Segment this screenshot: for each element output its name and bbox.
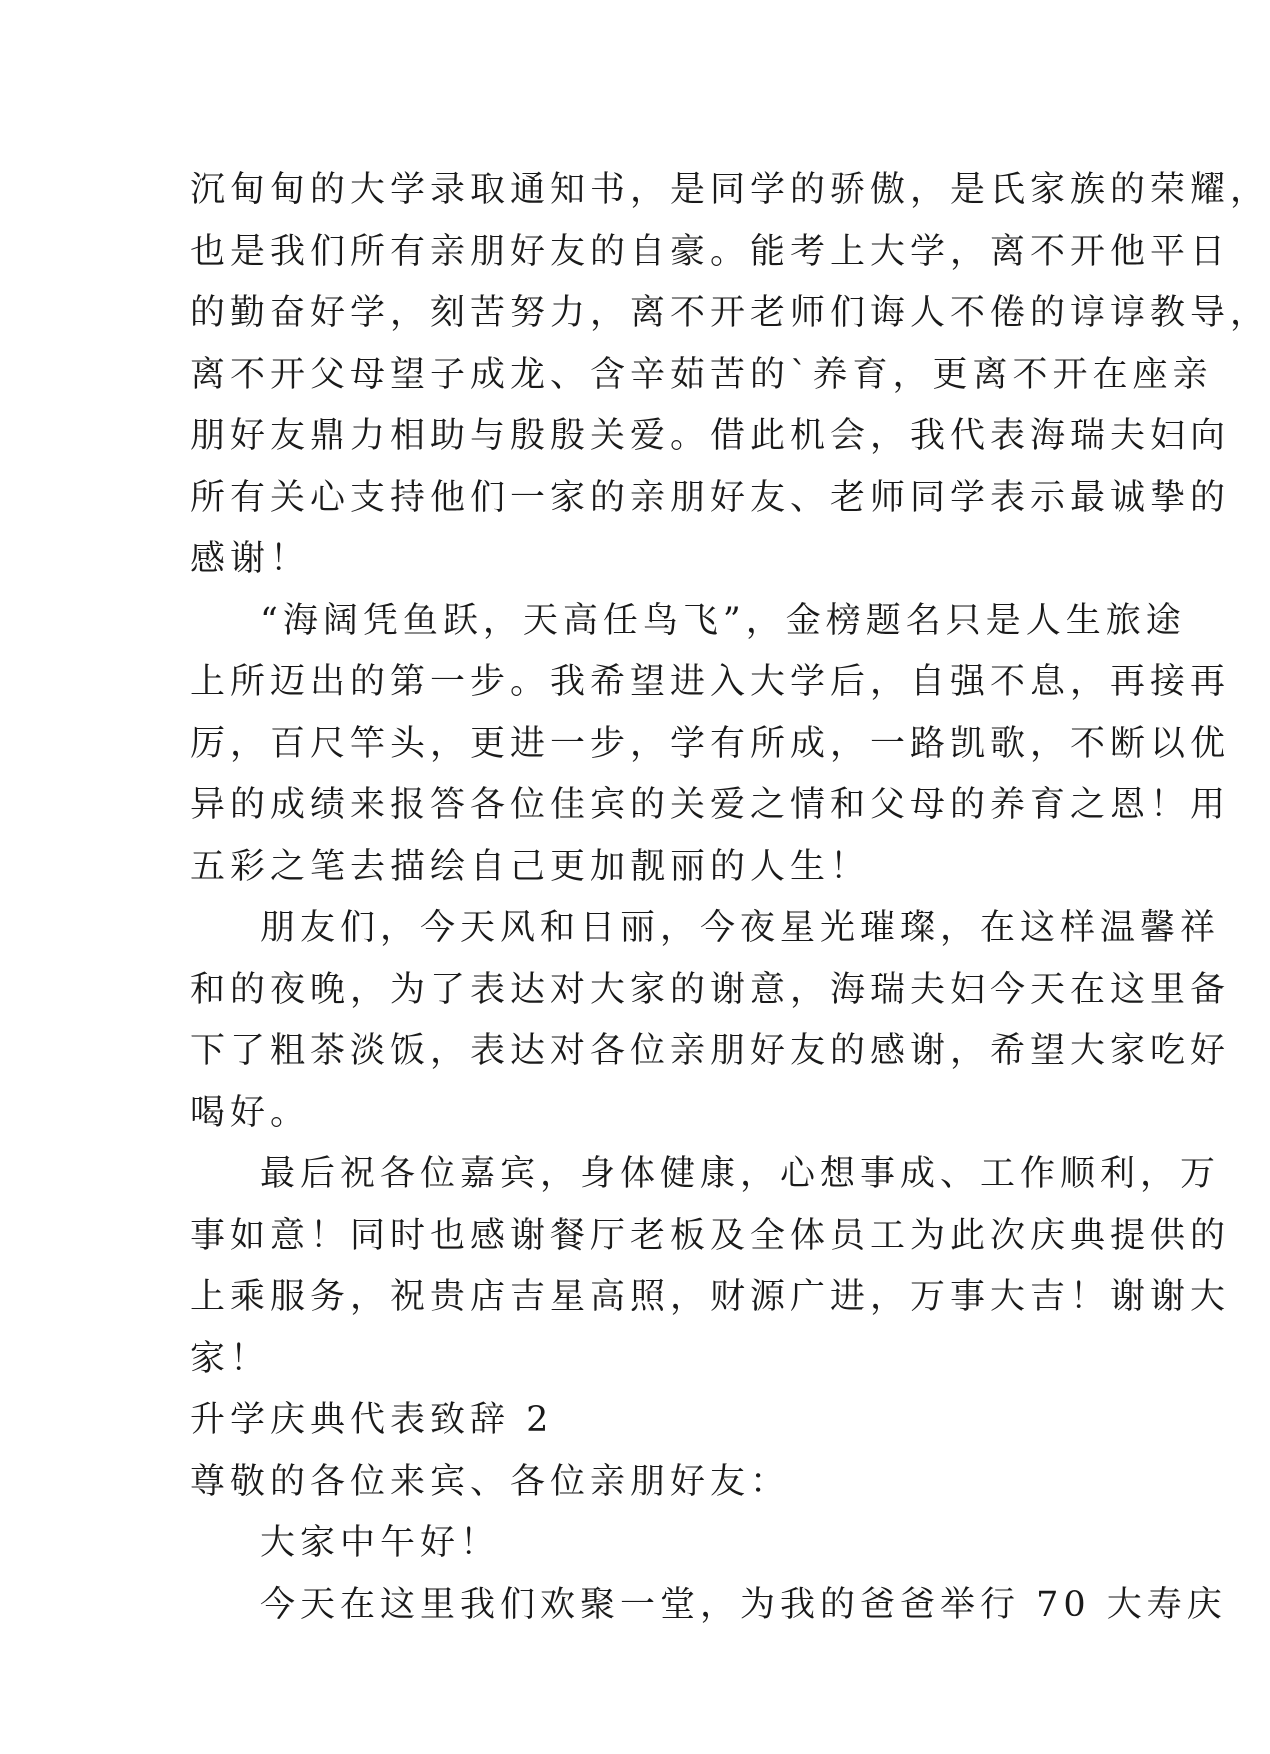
text-line: 感谢！ [190,539,311,579]
text-line: 也是我们所有亲朋好友的自豪。能考上大学，离不开他平日 [190,231,1231,272]
section-heading: 升学庆典代表致辞 2 [190,1400,554,1440]
text-line: 喝好。 [190,1092,311,1133]
text-line: 上所迈出的第一步。我希望进入大学后，自强不息，再接再 [190,662,1231,702]
text-line: 所有关心支持他们一家的亲朋好友、老师同学表示最诚挚的 [190,477,1231,518]
text-line: 异的成绩来报答各位佳宾的关爱之情和父母的养育之恩！用 [190,785,1231,825]
text-line: 沉甸甸的大学录取通知书，是同学的骄傲，是氏家族的荣耀， [190,170,1270,210]
text-line: 和的夜晚，为了表达对大家的谢意，海瑞夫妇今天在这里备 [190,969,1231,1010]
text-line: 的勤奋好学，刻苦努力，离不开老师们诲人不倦的谆谆教导， [190,293,1270,333]
text-line: 下了粗茶淡饭，表达对各位亲朋好友的感谢，希望大家吃好 [190,1031,1231,1071]
salutation: 尊敬的各位来宾、各位亲朋好友： [190,1461,791,1502]
text-line: 事如意！同时也感谢餐厅老板及全体员工为此次庆典提供的 [190,1215,1231,1256]
greeting: 大家中午好！ [260,1523,501,1563]
text-line: 厉，百尺竿头，更进一步，学有所成，一路凯歌，不断以优 [190,723,1231,764]
text-line: 上乘服务，祝贵店吉星高照，财源广进，万事大吉！谢谢大 [190,1277,1231,1317]
document-body [190,160,1270,1636]
paragraph-first-line: “海阔凭鱼跃，天高任鸟飞”，金榜题名只是人生旅途 [260,600,1186,641]
text-line: 离不开父母望子成龙、含辛茹苦的`养育，更离不开在座亲 [190,354,1213,395]
text-line: 五彩之笔去描绘自己更加靓丽的人生！ [190,846,871,887]
paragraph-first-line: 今天在这里我们欢聚一堂，为我的爸爸举行 70 大寿庆 [260,1584,1227,1625]
paragraph-first-line: 朋友们，今天风和日丽，今夜星光璀璨，在这样温馨祥 [260,908,1221,948]
text-line: 家！ [190,1338,271,1379]
paragraph-first-line: 最后祝各位嘉宾，身体健康，心想事成、工作顺利，万 [260,1154,1221,1194]
text-line: 朋好友鼎力相助与殷殷关爱。借此机会，我代表海瑞夫妇向 [190,416,1231,456]
